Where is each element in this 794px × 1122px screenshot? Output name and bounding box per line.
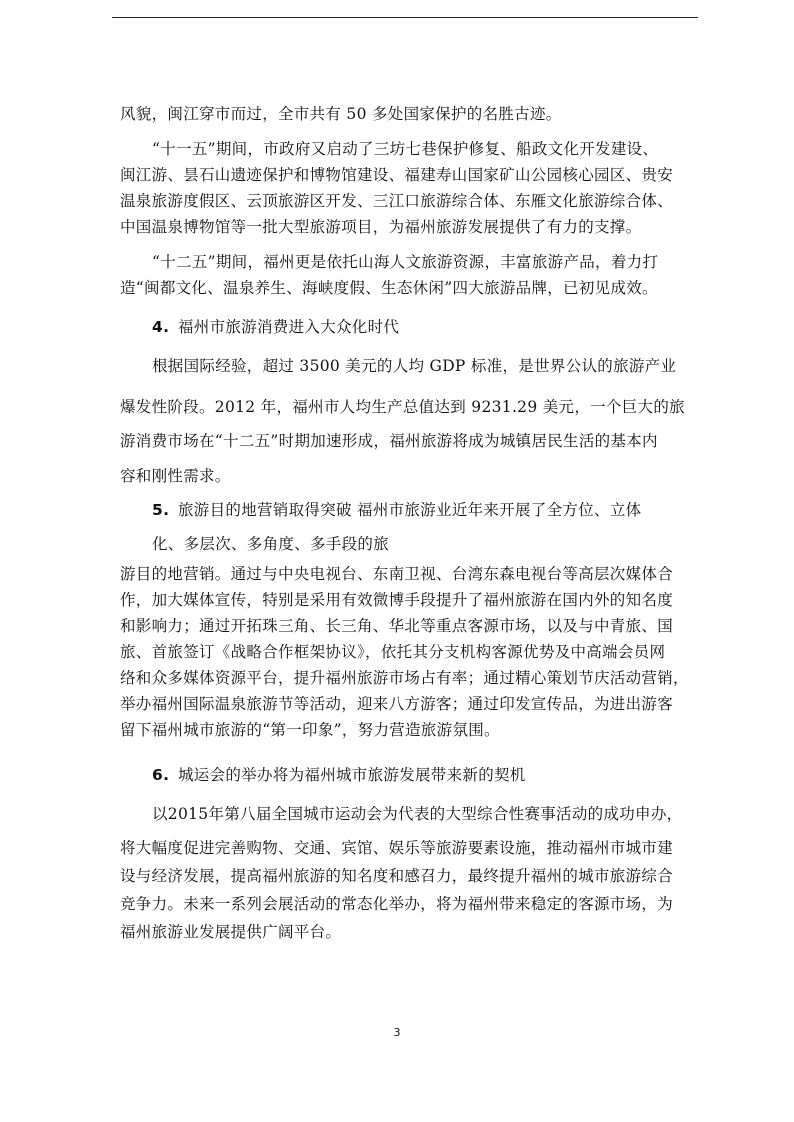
paragraph-line: 游目的地营销。通过与中央电视台、东南卫视、台湾东森电视台等高层次媒体合: [120, 565, 674, 583]
paragraph-line: 化、多层次、多角度、多手段的旅: [152, 535, 390, 553]
paragraph-line: 根据国际经验，超过 3500 美元的人均 GDP 标准，是世界公认的旅游产业: [152, 357, 677, 375]
heading-number: 4.: [152, 318, 170, 336]
heading-number: 6.: [152, 766, 170, 784]
heading-text: 城运会的举办将为福州城市旅游发展带来新的契机: [178, 766, 526, 784]
paragraph-line: 络和众多媒体资源平台，提升福州旅游市场占有率；通过精心策划节庆活动营销，: [120, 669, 689, 687]
paragraph-line: 作，加大媒体宣传，特别是采用有效微博手段提升了福州旅游在国内外的知名度: [120, 591, 674, 609]
paragraph-line: 温泉旅游度假区、云顶旅游区开发、三江口旅游综合体、东雁文化旅游综合体、: [120, 192, 674, 210]
paragraph-line: 竞争力。未来一系列会展活动的常态化举办，将为福州带来稳定的客源市场，为: [120, 895, 674, 913]
paragraph-line: 中国温泉博物馆等一批大型旅游项目，为福州旅游发展提供了有力的支撑。: [120, 218, 642, 236]
paragraph-line: 风貌，闽江穿市而过，全市共有 50 多处国家保护的名胜古迹。: [120, 105, 562, 123]
section-heading: [152, 500, 641, 520]
heading-text: 福州市旅游消费进入大众化时代: [178, 318, 400, 336]
heading-number: 5.: [152, 501, 170, 519]
section-heading: [152, 765, 526, 785]
paragraph-line: “十二五”期间，福州更是依托山海人文旅游资源，丰富旅游产品，着力打: [152, 253, 659, 271]
paragraph-line: 爆发性阶段。2012 年，福州市人均生产总值达到 9231.29 美元，一个巨大的旅: [120, 398, 685, 416]
paragraph-line: 将大幅度促进完善购物、交通、宾馆、娱乐等旅游要素设施，推动福州市城市建: [120, 839, 674, 857]
header-rule: [112, 17, 698, 18]
paragraph-line: 闽江游、昙石山遗迹保护和博物馆建设、福建寿山国家矿山公园核心园区、贵安: [120, 166, 674, 184]
paragraph-line: 以2015年第八届全国城市运动会为代表的大型综合性赛事活动的成功申办，: [152, 805, 683, 823]
paragraph-line: 福州旅游业发展提供广阔平台。: [120, 923, 342, 941]
paragraph-line: 旅、首旅签订《战略合作框架协议》，依托其分支机构客源优势及中高端会员网: [120, 643, 666, 661]
paragraph-line: 容和刚性需求。: [120, 467, 231, 485]
section-heading: [152, 317, 399, 337]
paragraph-line: 举办福州国际温泉旅游节等活动，迎来八方游客；通过印发宣传品，为进出游客: [120, 695, 674, 713]
paragraph-line: 造“闽都文化、温泉养生、海峡度假、生态休闲”四大旅游品牌，已初见成效。: [120, 279, 658, 297]
paragraph-line: “十一五”期间，市政府又启动了三坊七巷保护修复、船政文化开发建设、: [152, 140, 659, 158]
paragraph-line: 和影响力；通过开拓珠三角、长三角、华北等重点客源市场，以及与中青旅、国: [120, 617, 674, 635]
page-number: 3: [393, 1026, 401, 1039]
heading-text: 旅游目的地营销取得突破 福州市旅游业近年来开展了全方位、立体: [178, 501, 642, 519]
paragraph-line: 游消费市场在“十二五”时期加速形成，福州旅游将成为城镇居民生活的基本内: [120, 432, 658, 450]
paragraph-line: 留下福州城市旅游的“第一印象”，努力营造旅游氛围。: [120, 721, 500, 739]
paragraph-line: 设与经济发展，提高福州旅游的知名度和感召力，最终提升福州的城市旅游综合: [120, 867, 674, 885]
